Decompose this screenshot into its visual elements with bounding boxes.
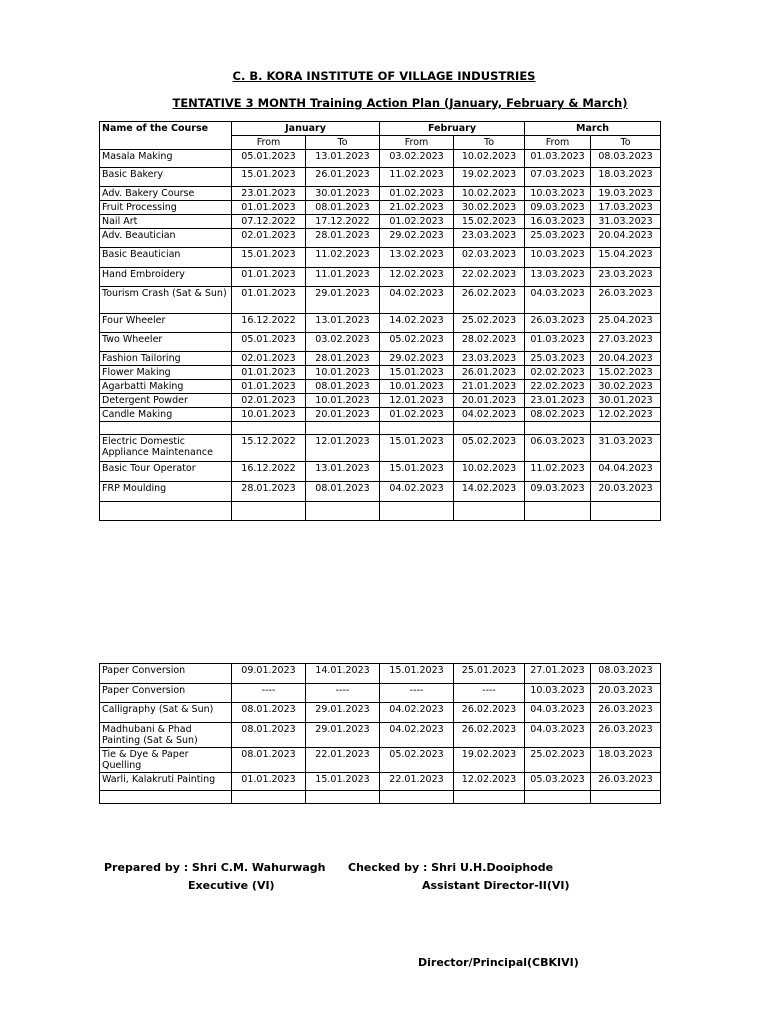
from-date-cell: 04.03.2023 — [525, 723, 591, 748]
from-date-cell: 08.02.2023 — [525, 408, 591, 422]
course-name-cell: Basic Beautician — [100, 248, 232, 268]
training-plan-table-continued — [99, 663, 661, 804]
to-date-cell: 04.02.2023 — [454, 408, 525, 422]
to-date-cell: 29.01.2023 — [306, 287, 380, 314]
from-date-cell: 16.03.2023 — [525, 215, 591, 229]
to-date-cell: 23.03.2023 — [454, 229, 525, 248]
to-date-cell: 31.03.2023 — [591, 435, 661, 462]
to-date-cell: 10.02.2023 — [454, 187, 525, 201]
table-row — [100, 703, 661, 723]
from-date-cell: 10.03.2023 — [525, 684, 591, 703]
to-date-cell: 26.01.2023 — [454, 366, 525, 380]
to-date-cell: 08.01.2023 — [306, 380, 380, 394]
to-date-cell: 15.02.2023 — [454, 215, 525, 229]
course-name-cell: Detergent Powder — [100, 394, 232, 408]
to-date-cell: 30.01.2023 — [591, 394, 661, 408]
from-date-cell: 26.03.2023 — [525, 314, 591, 333]
to-date-cell: 19.02.2023 — [454, 748, 525, 773]
to-date-cell: 26.03.2023 — [591, 703, 661, 723]
to-date-cell: 15.04.2023 — [591, 248, 661, 268]
to-date-cell — [454, 791, 525, 804]
table-row — [100, 352, 661, 366]
from-date-cell: 05.03.2023 — [525, 773, 591, 791]
to-date-cell: 04.04.2023 — [591, 462, 661, 482]
from-date-cell: 10.01.2023 — [380, 380, 454, 394]
course-name-cell — [100, 422, 232, 435]
course-name-cell: Calligraphy (Sat & Sun) — [100, 703, 232, 723]
prepared-role: Executive (VI) — [188, 879, 275, 892]
from-date-cell: 11.02.2023 — [380, 168, 454, 187]
to-date-cell: 20.03.2023 — [591, 482, 661, 502]
course-name-cell: Paper Conversion — [100, 664, 232, 684]
to-date-cell: 15.02.2023 — [591, 366, 661, 380]
from-date-cell: 04.02.2023 — [380, 723, 454, 748]
from-date-cell: 08.01.2023 — [232, 703, 306, 723]
course-name-cell: Two Wheeler — [100, 333, 232, 352]
to-date-cell: 19.02.2023 — [454, 168, 525, 187]
to-date-cell: 12.01.2023 — [306, 435, 380, 462]
table-row — [100, 684, 661, 703]
from-date-cell: 15.01.2023 — [380, 664, 454, 684]
to-date-cell: 08.01.2023 — [306, 201, 380, 215]
from-date-cell: 22.01.2023 — [380, 773, 454, 791]
table-row — [100, 380, 661, 394]
to-date-cell: 29.01.2023 — [306, 703, 380, 723]
to-date-cell: 26.03.2023 — [591, 723, 661, 748]
to-date-cell: 28.01.2023 — [306, 352, 380, 366]
from-date-cell: 25.03.2023 — [525, 352, 591, 366]
to-date-cell: 30.02.2023 — [591, 380, 661, 394]
table-row — [100, 168, 661, 187]
to-header: To — [454, 136, 525, 150]
from-date-cell: 01.01.2023 — [232, 380, 306, 394]
from-date-cell: 02.01.2023 — [232, 229, 306, 248]
to-date-cell: 31.03.2023 — [591, 215, 661, 229]
course-name-cell: Nail Art — [100, 215, 232, 229]
table-row — [100, 502, 661, 521]
to-date-cell: 18.03.2023 — [591, 168, 661, 187]
from-date-cell: 29.02.2023 — [380, 229, 454, 248]
table-row — [100, 723, 661, 748]
from-date-cell: 01.01.2023 — [232, 268, 306, 287]
from-date-cell — [525, 502, 591, 521]
from-date-cell: 27.01.2023 — [525, 664, 591, 684]
from-date-cell: 01.02.2023 — [380, 215, 454, 229]
table-row — [100, 482, 661, 502]
course-name-cell: Tie & Dye & Paper Quelling — [100, 748, 232, 773]
from-date-cell: 01.02.2023 — [380, 187, 454, 201]
from-date-cell: 05.01.2023 — [232, 150, 306, 168]
from-date-cell — [380, 502, 454, 521]
table-row — [100, 248, 661, 268]
to-date-cell: 02.03.2023 — [454, 248, 525, 268]
course-name-cell — [100, 791, 232, 804]
from-date-cell: 15.01.2023 — [232, 168, 306, 187]
to-date-cell — [306, 422, 380, 435]
from-date-cell: 25.02.2023 — [525, 748, 591, 773]
from-date-cell: 14.02.2023 — [380, 314, 454, 333]
month-header-march: March — [525, 122, 661, 136]
from-date-cell: 01.01.2023 — [232, 201, 306, 215]
to-date-cell: 11.01.2023 — [306, 268, 380, 287]
course-name-cell: Warli, Kalakruti Painting — [100, 773, 232, 791]
to-date-cell: 27.03.2023 — [591, 333, 661, 352]
to-date-cell: 26.02.2023 — [454, 723, 525, 748]
table-row — [100, 229, 661, 248]
to-date-cell: 12.02.2023 — [454, 773, 525, 791]
to-header: To — [591, 136, 661, 150]
course-name-cell — [100, 502, 232, 521]
to-header: To — [306, 136, 380, 150]
to-date-cell: 20.04.2023 — [591, 352, 661, 366]
course-name-cell: FRP Moulding — [100, 482, 232, 502]
to-date-cell: 26.03.2023 — [591, 287, 661, 314]
plan-title: TENTATIVE 3 MONTH Training Action Plan (January, February & March) — [172, 96, 628, 110]
table-row — [100, 287, 661, 314]
from-date-cell: 01.01.2023 — [232, 773, 306, 791]
to-date-cell: 21.01.2023 — [454, 380, 525, 394]
to-date-cell: 30.02.2023 — [454, 201, 525, 215]
from-date-cell: 23.01.2023 — [232, 187, 306, 201]
from-date-cell: 05.01.2023 — [232, 333, 306, 352]
to-date-cell: 18.03.2023 — [591, 748, 661, 773]
to-date-cell: 08.03.2023 — [591, 664, 661, 684]
to-date-cell: 10.02.2023 — [454, 462, 525, 482]
course-name-cell: Candle Making — [100, 408, 232, 422]
from-date-cell — [232, 791, 306, 804]
to-date-cell: 26.03.2023 — [591, 773, 661, 791]
from-date-cell: 05.02.2023 — [380, 748, 454, 773]
to-date-cell: 22.02.2023 — [454, 268, 525, 287]
to-date-cell: 26.02.2023 — [454, 287, 525, 314]
to-date-cell — [306, 791, 380, 804]
from-date-cell: 01.03.2023 — [525, 150, 591, 168]
course-column-header: Name of the Course — [100, 122, 232, 150]
to-date-cell — [306, 502, 380, 521]
from-date-cell — [380, 791, 454, 804]
to-date-cell: 20.03.2023 — [591, 684, 661, 703]
from-date-cell: 15.01.2023 — [380, 462, 454, 482]
to-date-cell: 11.02.2023 — [306, 248, 380, 268]
to-date-cell: 26.01.2023 — [306, 168, 380, 187]
course-name-cell: Basic Tour Operator — [100, 462, 232, 482]
table-row — [100, 791, 661, 804]
to-date-cell: 08.01.2023 — [306, 482, 380, 502]
to-date-cell: 15.01.2023 — [306, 773, 380, 791]
table-row — [100, 664, 661, 684]
from-date-cell: 01.03.2023 — [525, 333, 591, 352]
from-date-cell: 22.02.2023 — [525, 380, 591, 394]
to-date-cell: 25.02.2023 — [454, 314, 525, 333]
checked-role: Assistant Director-II(VI) — [422, 879, 570, 892]
to-date-cell: 22.01.2023 — [306, 748, 380, 773]
from-date-cell: 09.01.2023 — [232, 664, 306, 684]
from-date-cell: 03.02.2023 — [380, 150, 454, 168]
to-date-cell: 25.01.2023 — [454, 664, 525, 684]
from-date-cell: 05.02.2023 — [380, 333, 454, 352]
from-date-cell: 10.03.2023 — [525, 248, 591, 268]
to-date-cell — [454, 422, 525, 435]
from-date-cell: 12.01.2023 — [380, 394, 454, 408]
table-row — [100, 394, 661, 408]
table-row — [100, 314, 661, 333]
from-date-cell: 08.01.2023 — [232, 748, 306, 773]
from-date-cell: 02.02.2023 — [525, 366, 591, 380]
from-date-cell: 15.01.2023 — [380, 435, 454, 462]
from-date-cell: 07.12.2022 — [232, 215, 306, 229]
course-name-cell: Flower Making — [100, 366, 232, 380]
to-date-cell: 25.04.2023 — [591, 314, 661, 333]
to-date-cell: 19.03.2023 — [591, 187, 661, 201]
to-date-cell: 05.02.2023 — [454, 435, 525, 462]
from-date-cell: 01.01.2023 — [232, 287, 306, 314]
from-date-cell: 04.02.2023 — [380, 482, 454, 502]
course-name-cell: Hand Embroidery — [100, 268, 232, 287]
course-name-cell: Tourism Crash (Sat & Sun) — [100, 287, 232, 314]
to-date-cell: 28.01.2023 — [306, 229, 380, 248]
from-date-cell: ---- — [232, 684, 306, 703]
course-name-cell: Fruit Processing — [100, 201, 232, 215]
from-date-cell: 15.12.2022 — [232, 435, 306, 462]
from-header: From — [232, 136, 306, 150]
from-date-cell: 29.02.2023 — [380, 352, 454, 366]
from-header: From — [380, 136, 454, 150]
to-date-cell — [591, 791, 661, 804]
table-row — [100, 215, 661, 229]
from-date-cell: 12.02.2023 — [380, 268, 454, 287]
to-date-cell: 23.03.2023 — [591, 268, 661, 287]
to-date-cell: 03.02.2023 — [306, 333, 380, 352]
from-date-cell: 13.02.2023 — [380, 248, 454, 268]
from-date-cell — [380, 422, 454, 435]
month-header-february: February — [380, 122, 525, 136]
table-row — [100, 268, 661, 287]
from-date-cell: 10.01.2023 — [232, 408, 306, 422]
table-row — [100, 748, 661, 773]
from-header: From — [525, 136, 591, 150]
course-name-cell: Adv. Bakery Course — [100, 187, 232, 201]
from-date-cell: 15.01.2023 — [380, 366, 454, 380]
from-date-cell — [232, 502, 306, 521]
to-date-cell: 28.02.2023 — [454, 333, 525, 352]
to-date-cell: 23.03.2023 — [454, 352, 525, 366]
to-date-cell — [591, 422, 661, 435]
to-date-cell: 14.02.2023 — [454, 482, 525, 502]
to-date-cell — [454, 502, 525, 521]
training-plan-table — [99, 121, 661, 521]
from-date-cell: ---- — [380, 684, 454, 703]
to-date-cell: 10.01.2023 — [306, 394, 380, 408]
course-name-cell: Masala Making — [100, 150, 232, 168]
course-name-cell: Electric Domestic Appliance Maintenance — [100, 435, 232, 462]
to-date-cell: 29.01.2023 — [306, 723, 380, 748]
course-name-cell: Paper Conversion — [100, 684, 232, 703]
from-date-cell: 02.01.2023 — [232, 394, 306, 408]
table-row — [100, 187, 661, 201]
from-date-cell: 09.03.2023 — [525, 201, 591, 215]
from-date-cell: 28.01.2023 — [232, 482, 306, 502]
from-date-cell: 02.01.2023 — [232, 352, 306, 366]
from-date-cell: 13.03.2023 — [525, 268, 591, 287]
course-name-cell: Adv. Beautician — [100, 229, 232, 248]
from-date-cell: 07.03.2023 — [525, 168, 591, 187]
course-name-cell: Madhubani & Phad Painting (Sat & Sun) — [100, 723, 232, 748]
to-date-cell: 20.01.2023 — [306, 408, 380, 422]
from-date-cell: 21.02.2023 — [380, 201, 454, 215]
to-date-cell: 14.01.2023 — [306, 664, 380, 684]
to-date-cell: 08.03.2023 — [591, 150, 661, 168]
from-date-cell: 01.01.2023 — [232, 366, 306, 380]
course-name-cell: Agarbatti Making — [100, 380, 232, 394]
from-date-cell: 16.12.2022 — [232, 314, 306, 333]
table-row — [100, 408, 661, 422]
from-date-cell — [232, 422, 306, 435]
from-date-cell: 04.03.2023 — [525, 287, 591, 314]
from-date-cell — [525, 791, 591, 804]
to-date-cell: ---- — [454, 684, 525, 703]
month-header-january: January — [232, 122, 380, 136]
from-date-cell: 01.02.2023 — [380, 408, 454, 422]
from-date-cell: 08.01.2023 — [232, 723, 306, 748]
from-date-cell: 04.02.2023 — [380, 703, 454, 723]
to-date-cell: 17.03.2023 — [591, 201, 661, 215]
prepared-by: Prepared by : Shri C.M. Wahurwagh — [104, 861, 326, 874]
to-date-cell: 10.02.2023 — [454, 150, 525, 168]
to-date-cell: 13.01.2023 — [306, 150, 380, 168]
institute-title: C. B. KORA INSTITUTE OF VILLAGE INDUSTRIES — [232, 69, 536, 83]
checked-by: Checked by : Shri U.H.Dooiphode — [348, 861, 554, 874]
to-date-cell — [591, 502, 661, 521]
to-date-cell: 12.02.2023 — [591, 408, 661, 422]
from-date-cell: 25.03.2023 — [525, 229, 591, 248]
table-row — [100, 150, 661, 168]
to-date-cell: 10.01.2023 — [306, 366, 380, 380]
director-signature: Director/Principal(CBKIVI) — [418, 956, 579, 969]
from-date-cell: 04.02.2023 — [380, 287, 454, 314]
course-name-cell: Four Wheeler — [100, 314, 232, 333]
to-date-cell: 13.01.2023 — [306, 314, 380, 333]
to-date-cell: ---- — [306, 684, 380, 703]
to-date-cell: 26.02.2023 — [454, 703, 525, 723]
to-date-cell: 30.01.2023 — [306, 187, 380, 201]
from-date-cell: 09.03.2023 — [525, 482, 591, 502]
from-date-cell: 10.03.2023 — [525, 187, 591, 201]
from-date-cell: 23.01.2023 — [525, 394, 591, 408]
from-date-cell: 16.12.2022 — [232, 462, 306, 482]
table-row — [100, 435, 661, 462]
to-date-cell: 20.04.2023 — [591, 229, 661, 248]
to-date-cell: 13.01.2023 — [306, 462, 380, 482]
from-date-cell: 15.01.2023 — [232, 248, 306, 268]
to-date-cell: 17.12.2022 — [306, 215, 380, 229]
from-date-cell: 11.02.2023 — [525, 462, 591, 482]
table-row — [100, 773, 661, 791]
from-date-cell — [525, 422, 591, 435]
table-row — [100, 201, 661, 215]
table-row — [100, 366, 661, 380]
table-row — [100, 333, 661, 352]
from-date-cell: 04.03.2023 — [525, 703, 591, 723]
table-row — [100, 422, 661, 435]
to-date-cell: 20.01.2023 — [454, 394, 525, 408]
table-row — [100, 462, 661, 482]
course-name-cell: Fashion Tailoring — [100, 352, 232, 366]
from-date-cell: 06.03.2023 — [525, 435, 591, 462]
course-name-cell: Basic Bakery — [100, 168, 232, 187]
